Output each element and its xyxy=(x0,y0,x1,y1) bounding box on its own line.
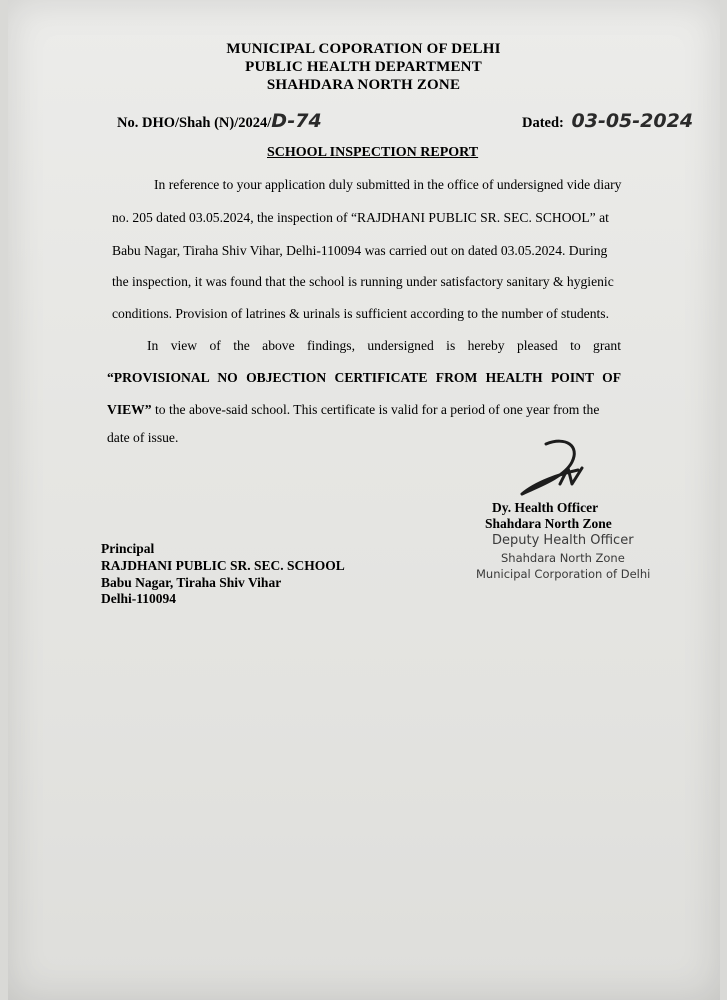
addressee-school: RAJDHANI PUBLIC SR. SEC. SCHOOL xyxy=(101,558,345,573)
body-line-noc: “PROVISIONAL NO OBJECTION CERTIFICATE FROM HEALTH POINT OF xyxy=(107,370,621,385)
addressee-address: Babu Nagar, Tiraha Shiv Vihar xyxy=(101,575,282,590)
report-title: SCHOOL INSPECTION REPORT xyxy=(267,145,479,160)
reference-handwritten: D-74 xyxy=(271,110,322,132)
date-label: Dated: xyxy=(522,115,564,131)
date-field xyxy=(522,110,693,132)
signature-icon xyxy=(516,438,598,502)
body-line: In view of the above findings, undersigned is hereby pleased to grant xyxy=(147,338,621,353)
header-zone: SHAHDARA NORTH ZONE xyxy=(266,77,461,93)
date-handwritten: 03-05-2024 xyxy=(571,110,694,132)
addressee-city: Delhi-110094 xyxy=(101,591,177,606)
body-line xyxy=(107,402,599,418)
stamp-zone: Shahdara North Zone xyxy=(501,551,625,565)
body-line: conditions. Provision of latrines & urinals is sufficient according to the number of students. xyxy=(112,306,609,321)
reference-prefix: No. DHO/Shah (N)/2024/ xyxy=(117,115,272,131)
stamp-org: Municipal Corporation of Delhi xyxy=(476,567,651,581)
body-line: date of issue. xyxy=(107,430,179,445)
body-line: Babu Nagar, Tiraha Shiv Vihar, Delhi-110094 was carried out on dated 03.05.2024. During xyxy=(112,243,608,258)
signatory-zone: Shahdara North Zone xyxy=(485,516,612,531)
header-org: MUNICIPAL COPORATION OF DELHI xyxy=(226,41,501,57)
header-department: PUBLIC HEALTH DEPARTMENT xyxy=(245,59,482,75)
signatory-title: Dy. Health Officer xyxy=(492,500,599,515)
body-line: no. 205 dated 03.05.2024, the inspection of “RAJDHANI PUBLIC SR. SEC. SCHOOL” at xyxy=(112,210,609,225)
stamp-designation: Deputy Health Officer xyxy=(492,533,634,548)
body-line: the inspection, it was found that the school is running under satisfactory sanitary & hygienic xyxy=(112,274,614,289)
reference-number xyxy=(117,110,322,132)
addressee-title: Principal xyxy=(101,541,155,556)
body-line: In reference to your application duly submitted in the office of undersigned vide diary xyxy=(154,177,622,192)
noc-end: VIEW” xyxy=(107,402,152,417)
noc-rest: to the above-said school. This certificate is valid for a period of one year from the xyxy=(151,402,600,417)
